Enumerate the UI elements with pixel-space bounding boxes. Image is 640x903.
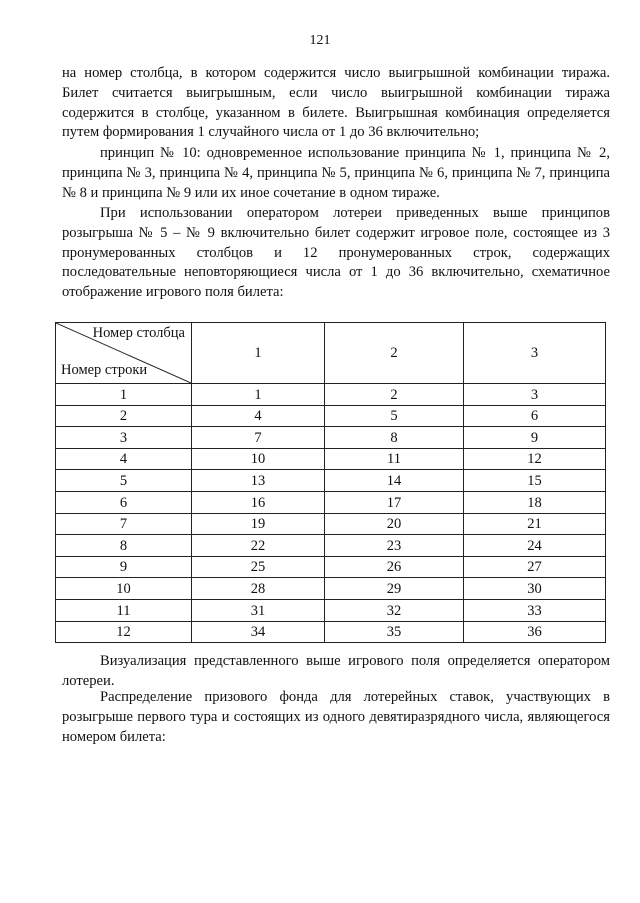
row-number-cell: 8: [56, 535, 192, 557]
table-cell: 20: [325, 513, 464, 535]
column-header: 3: [464, 323, 606, 384]
game-field-table: [55, 322, 606, 643]
table-cell: 34: [192, 621, 325, 643]
table-cell: 31: [192, 599, 325, 621]
table-row: [56, 405, 606, 427]
table-cell: 28: [192, 578, 325, 600]
row-number-cell: 1: [56, 384, 192, 406]
table-cell: 35: [325, 621, 464, 643]
table-row: [56, 384, 606, 406]
row-number-cell: 5: [56, 470, 192, 492]
paragraph-game-field-description: При использовании оператором лотереи приведенных выше принципов розыгрыша № 5 – № 9 включительно билет содержит игровое поле, состоящее из 3 пронумерованных столбцов и 12 пронумерованных строк, содержащих последовательные неповторяющиеся числа от 1 до 36 включительно, схематичное отображение игрового поля билета:: [62, 205, 610, 301]
table-cell: 27: [464, 556, 606, 578]
column-header: 2: [325, 323, 464, 384]
paragraph-prize-fund: Распределение призового фонда для лотерейных ставок, участвующих в розыгрыше первого тура и состоящих из одного девятиразрядного числа, являющегося номером билета:: [62, 689, 610, 745]
table-cell: 13: [192, 470, 325, 492]
row-number-cell: 2: [56, 405, 192, 427]
table-cell: 15: [464, 470, 606, 492]
table-cell: 18: [464, 491, 606, 513]
row-number-cell: 3: [56, 427, 192, 449]
row-number-cell: 11: [56, 599, 192, 621]
table-row: [56, 427, 606, 449]
table-cell: 10: [192, 448, 325, 470]
paragraph-column-principle: на номер столбца, в котором содержится число выигрышной комбинации тиража. Билет считается выигрышным, если число выигрышной комбинации тиража содержится в столбце, указанном в билете. Выигрышная комбинация определяется путем формирования 1 случайного числа от 1 до 36 включительно;: [62, 65, 610, 141]
table-cell: 7: [192, 427, 325, 449]
table-row: [56, 535, 606, 557]
table-row: [56, 470, 606, 492]
corner-row-label: Номер строки: [61, 362, 148, 378]
table-cell: 25: [192, 556, 325, 578]
table-cell: 22: [192, 535, 325, 557]
table-cell: 33: [464, 599, 606, 621]
table-cell: 19: [192, 513, 325, 535]
table-cell: 9: [464, 427, 606, 449]
table-cell: 32: [325, 599, 464, 621]
table-row: [56, 599, 606, 621]
row-number-cell: 9: [56, 556, 192, 578]
table-cell: 26: [325, 556, 464, 578]
table-cell: 12: [464, 448, 606, 470]
table-cell: 14: [325, 470, 464, 492]
paragraph-principle-10: принцип № 10: одновременное использование принципа № 1, принципа № 2, принципа № 3, принципа № 4, принципа № 5, принципа № 6, принципа № 7, принципа № 8 и принципа № 9 или их иное сочетание в одном тираже.: [62, 145, 610, 201]
paragraph-visualization: Визуализация представленного выше игрового поля определяется оператором лотереи.: [62, 653, 610, 689]
table-cell: 29: [325, 578, 464, 600]
table-cell: 24: [464, 535, 606, 557]
table-corner-cell: [56, 323, 192, 384]
table-row: [56, 556, 606, 578]
table-cell: 4: [192, 405, 325, 427]
row-number-cell: 4: [56, 448, 192, 470]
table-row: [56, 621, 606, 643]
table-cell: 36: [464, 621, 606, 643]
table-cell: 21: [464, 513, 606, 535]
table-body: [56, 384, 606, 643]
table-cell: 17: [325, 491, 464, 513]
table-row: [56, 578, 606, 600]
row-number-cell: 6: [56, 491, 192, 513]
table-cell: 8: [325, 427, 464, 449]
table-cell: 30: [464, 578, 606, 600]
row-number-cell: 10: [56, 578, 192, 600]
row-number-cell: 12: [56, 621, 192, 643]
table-header-row: [56, 323, 606, 384]
table-cell: 6: [464, 405, 606, 427]
table-cell: 16: [192, 491, 325, 513]
row-number-cell: 7: [56, 513, 192, 535]
table-cell: 5: [325, 405, 464, 427]
table-cell: 23: [325, 535, 464, 557]
table-row: [56, 513, 606, 535]
table-cell: 2: [325, 384, 464, 406]
table-cell: 11: [325, 448, 464, 470]
table-cell: 3: [464, 384, 606, 406]
column-header: 1: [192, 323, 325, 384]
corner-column-label: Номер столбца: [92, 325, 185, 341]
table-row: [56, 491, 606, 513]
table-row: [56, 448, 606, 470]
page-number: 121: [309, 33, 331, 48]
table-cell: 1: [192, 384, 325, 406]
